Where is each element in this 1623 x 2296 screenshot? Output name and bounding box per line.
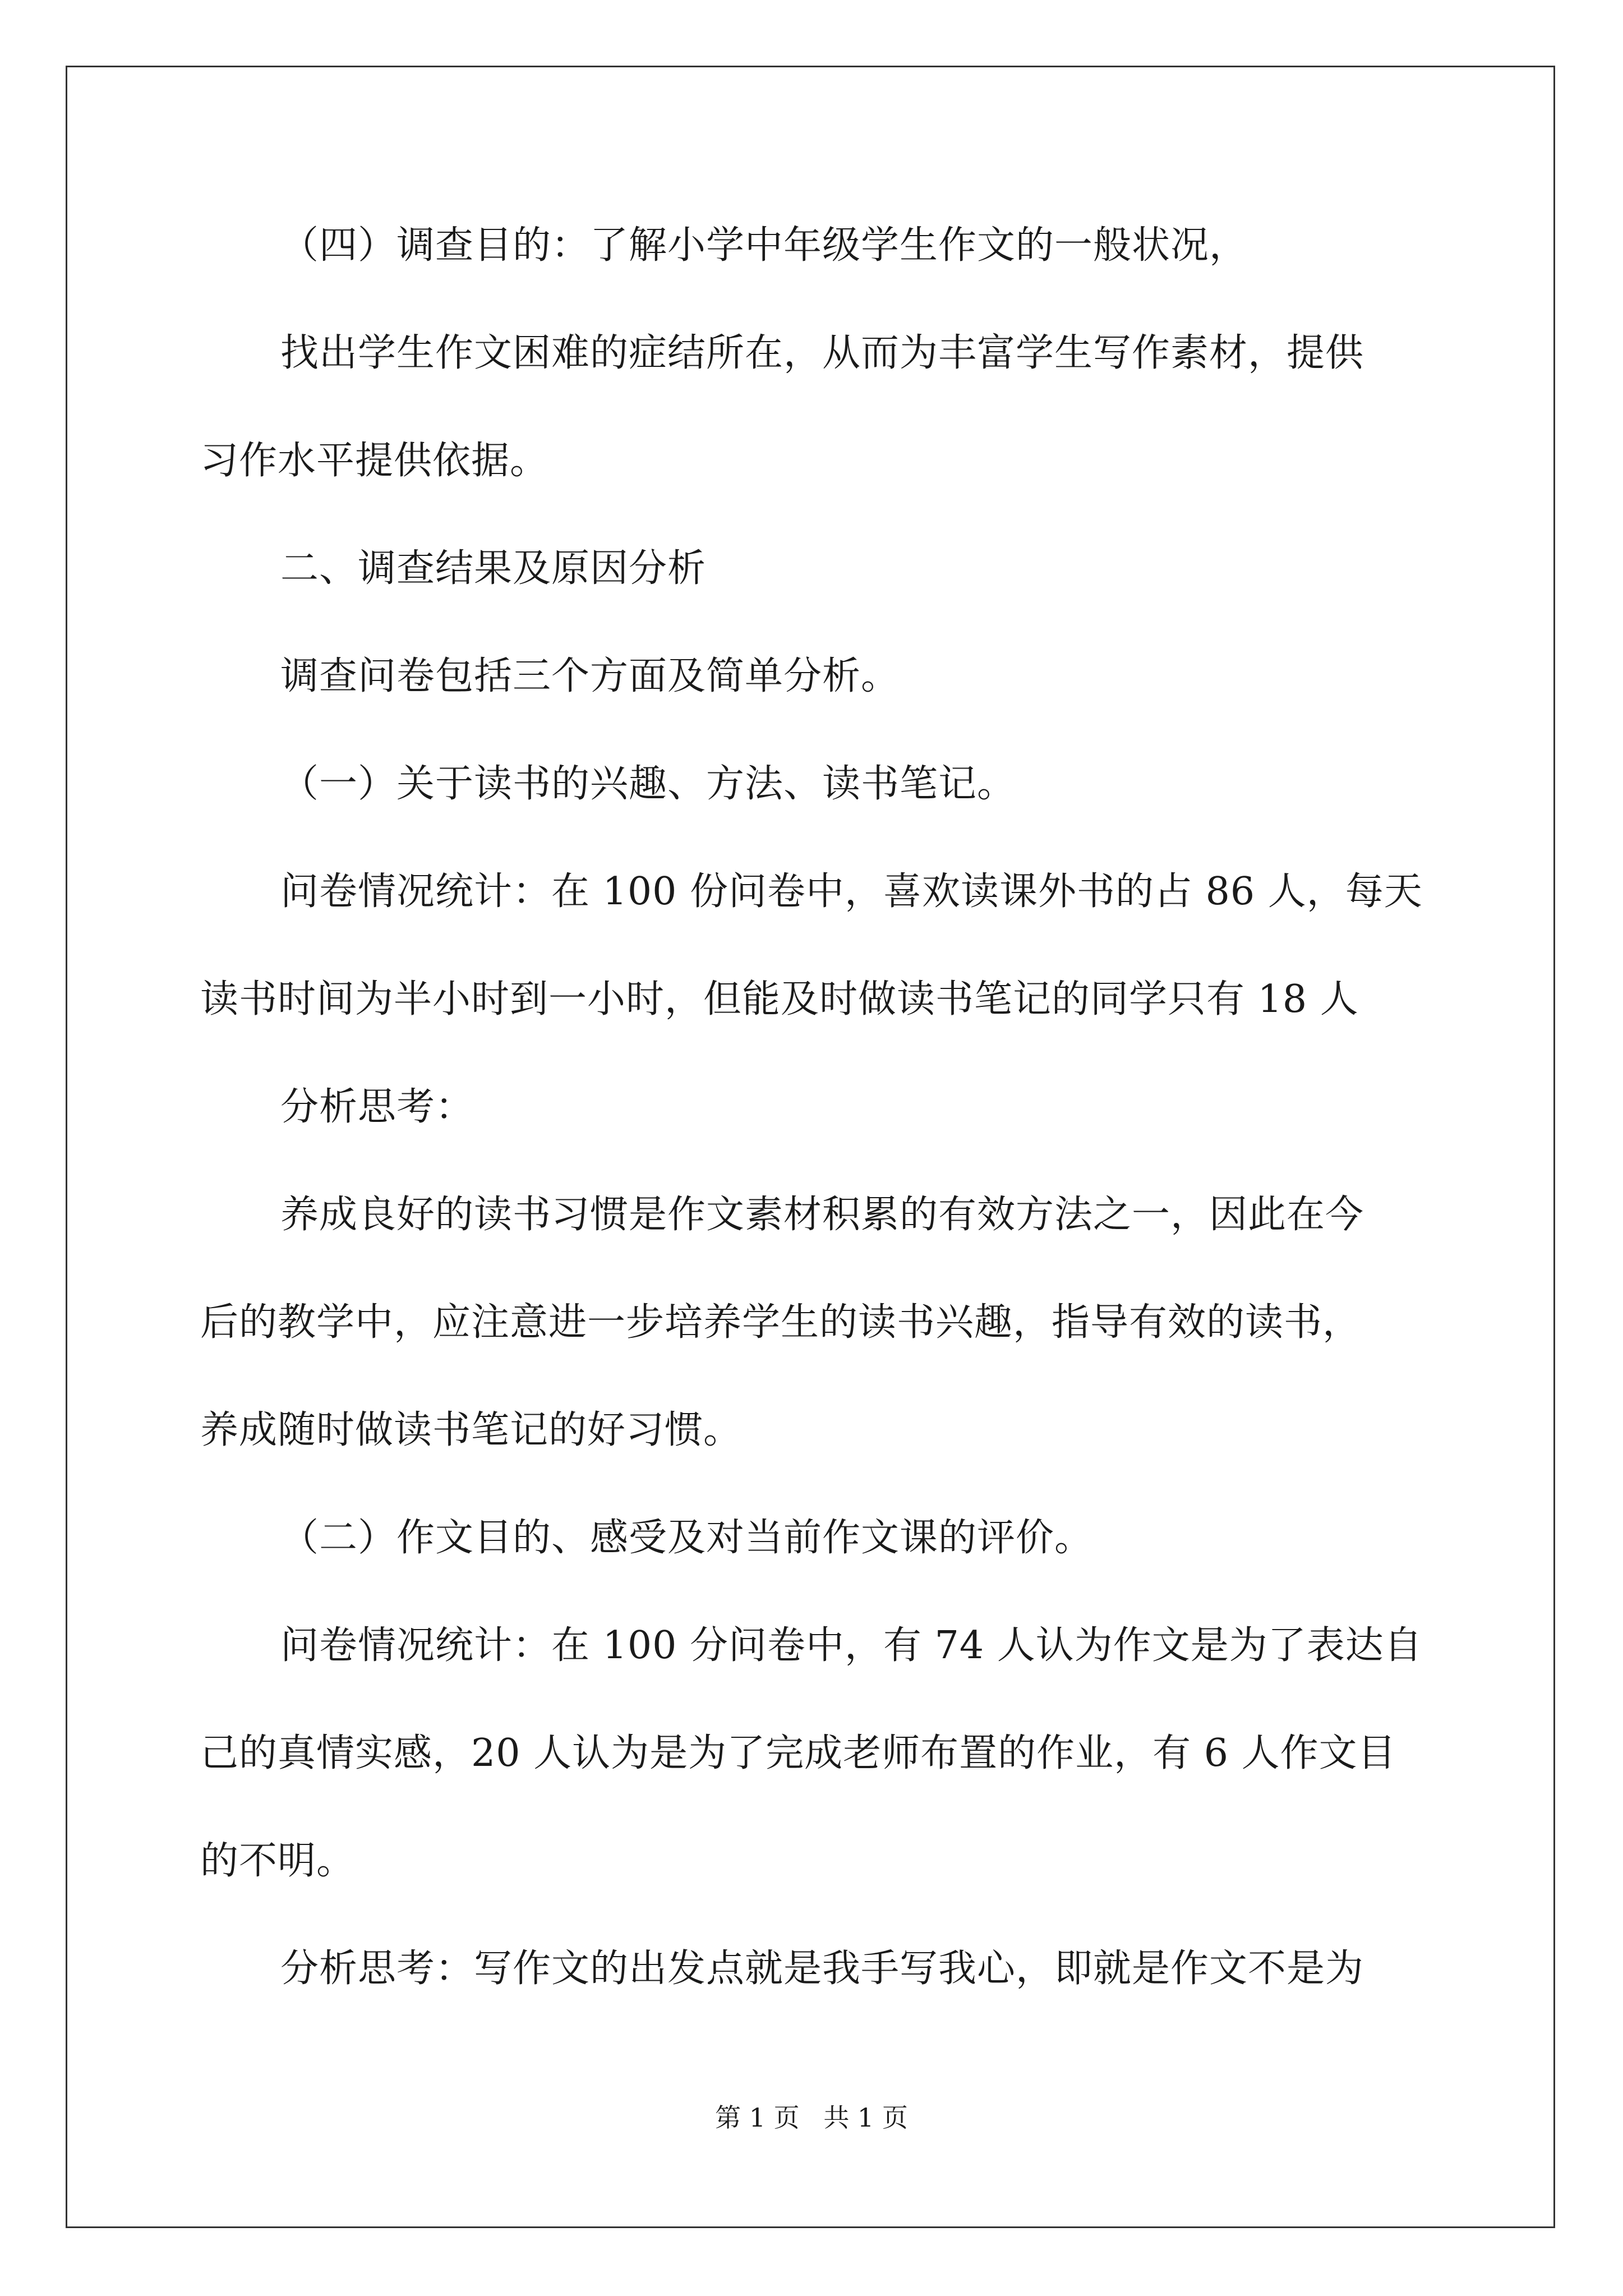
- paragraph-line: 分析思考：: [280, 1085, 474, 1129]
- paragraph-line: 读书时间为半小时到一小时，但能及时做读书笔记的同学只有 18 人: [200, 977, 1359, 1022]
- paragraph-line: 问卷情况统计：在 100 份问卷中，喜欢读课外书的占 86 人，每天: [280, 869, 1423, 914]
- paragraph-line: 后的教学中，应注意进一步培养学生的读书兴趣，指导有效的读书，: [200, 1300, 1362, 1345]
- subsection-heading: （二）作文目的、感受及对当前作文课的评价。: [280, 1516, 1094, 1560]
- paragraph-line: 调查问卷包括三个方面及简单分析。: [280, 654, 900, 698]
- paragraph-line: （四）调查目的：了解小学中年级学生作文的一般状况，: [280, 223, 1248, 268]
- subsection-heading: （一）关于读书的兴趣、方法、读书笔记。: [280, 762, 1016, 806]
- page-number-total: 共 1 页: [823, 2102, 908, 2133]
- page-number-current: 第 1 页: [715, 2102, 800, 2133]
- paragraph-line: 养成良好的读书习惯是作文素材积累的有效方法之一，因此在今: [280, 1193, 1364, 1237]
- paragraph-line: 己的真情实感，20 人认为是为了完成老师布置的作业，有 6 人作文目: [200, 1731, 1396, 1775]
- paragraph-line: 问卷情况统计：在 100 分问卷中，有 74 人认为作文是为了表达自: [280, 1623, 1423, 1668]
- page-footer: [0, 2101, 1623, 2134]
- section-heading: 二、调查结果及原因分析: [280, 546, 707, 591]
- paragraph-line: 的不明。: [200, 1839, 356, 1883]
- paragraph-line: 养成随时做读书笔记的好习惯。: [200, 1408, 743, 1452]
- page-border: [66, 66, 1555, 2228]
- paragraph-line: 分析思考：写作文的出发点就是我手写我心，即就是作文不是为: [280, 1947, 1364, 1991]
- paragraph-line: 找出学生作文困难的症结所在，从而为丰富学生写作素材，提供: [280, 331, 1364, 375]
- paragraph-line: 习作水平提供依据。: [200, 439, 549, 483]
